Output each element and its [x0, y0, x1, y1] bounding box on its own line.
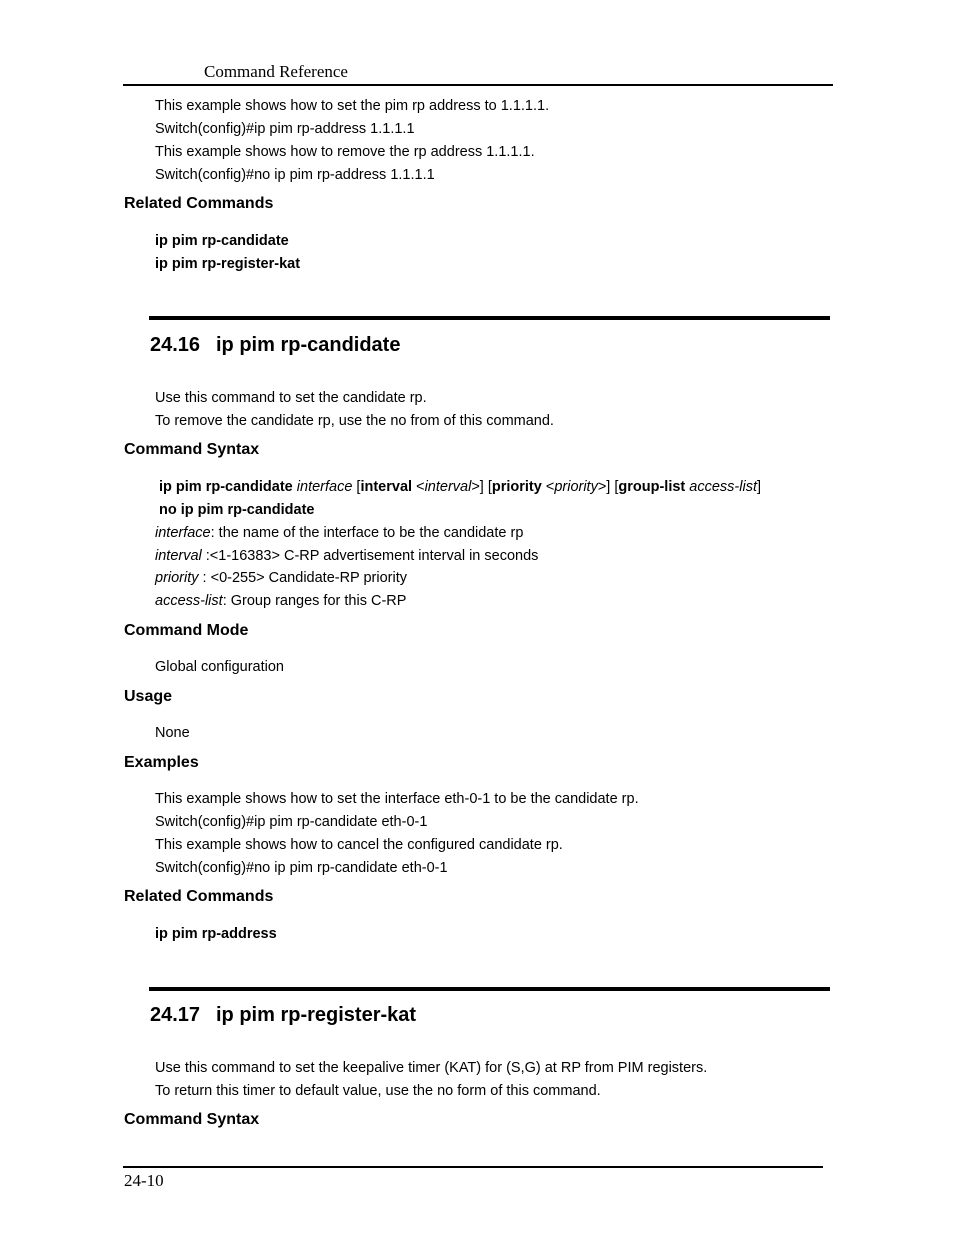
example-command: Switch(config)#no ip pim rp-address 1.1.1.1	[155, 167, 435, 183]
param-name: priority	[155, 570, 199, 586]
example-text: This example shows how to remove the rp address 1.1.1.1.	[155, 144, 535, 160]
param-desc: :<1-16383> C-RP advertisement interval in seconds	[201, 548, 539, 564]
section-number: 24.16	[150, 334, 201, 356]
related-commands-heading: Related Commands	[124, 888, 274, 905]
example-command: Switch(config)#no ip pim rp-candidate eth-0-1	[155, 860, 448, 876]
related-command: ip pim rp-address	[155, 926, 277, 942]
footer-rule	[123, 1166, 823, 1168]
section-rule	[149, 987, 830, 991]
header-rule	[123, 84, 833, 86]
example-text: This example shows how to set the pim rp address to 1.1.1.1.	[155, 98, 550, 114]
running-header: Command Reference	[204, 62, 348, 81]
section-rule	[149, 316, 830, 320]
param-desc: : <0-255> Candidate-RP priority	[198, 570, 408, 586]
example-command: Switch(config)#ip pim rp-address 1.1.1.1	[155, 121, 415, 137]
param-desc: : Group ranges for this C-RP	[222, 593, 407, 609]
syntax-command: ip pim rp-candidate	[159, 479, 293, 495]
command-mode-text: Global configuration	[155, 659, 284, 675]
command-syntax-heading: Command Syntax	[124, 441, 260, 458]
syntax-punct: <	[412, 479, 425, 495]
page-number: 24-10	[124, 1171, 164, 1190]
section-title: ip pim rp-register-kat	[216, 1004, 417, 1026]
intro-text: Use this command to set the candidate rp.	[155, 390, 427, 406]
intro-text: To remove the candidate rp, use the no from of this command.	[155, 413, 554, 429]
usage-text: None	[155, 725, 190, 741]
intro-text: Use this command to set the keepalive timer (KAT) for (S,G) at RP from PIM registers.	[155, 1060, 708, 1076]
param-name: interval	[155, 548, 202, 564]
syntax-punct: >] [	[597, 479, 619, 495]
param-line	[155, 569, 407, 587]
syntax-punct: >] [	[471, 479, 492, 495]
syntax-line	[159, 478, 761, 496]
syntax-keyword: group-list	[618, 479, 686, 495]
examples-heading: Examples	[124, 754, 199, 771]
section-title: ip pim rp-candidate	[216, 334, 401, 356]
param-line	[155, 524, 523, 542]
syntax-punct: ]	[756, 479, 762, 495]
param-name: access-list	[155, 593, 223, 609]
usage-heading: Usage	[124, 688, 173, 705]
param-line	[155, 547, 538, 565]
syntax-punct: <	[541, 479, 555, 495]
param-name: interface	[155, 525, 211, 541]
section-heading-24-17	[150, 1003, 416, 1027]
syntax-arg: priority	[554, 479, 598, 495]
syntax-punct: [	[352, 479, 361, 495]
section-number: 24.17	[150, 1004, 201, 1026]
command-syntax-heading: Command Syntax	[124, 1111, 260, 1128]
syntax-no-command: no ip pim rp-candidate	[159, 502, 315, 518]
syntax-arg: interval	[424, 479, 472, 495]
syntax-keyword: priority	[491, 479, 542, 495]
related-commands-heading: Related Commands	[124, 195, 274, 212]
param-desc: : the name of the interface to be the candidate rp	[210, 525, 524, 541]
related-command: ip pim rp-candidate	[155, 233, 289, 249]
example-command: Switch(config)#ip pim rp-candidate eth-0-1	[155, 814, 428, 830]
syntax-arg: access-list	[689, 479, 757, 495]
intro-text: To return this timer to default value, use the no form of this command.	[155, 1083, 601, 1099]
example-text: This example shows how to cancel the configured candidate rp.	[155, 837, 563, 853]
related-command: ip pim rp-register-kat	[155, 256, 301, 272]
example-text: This example shows how to set the interface eth-0-1 to be the candidate rp.	[155, 791, 639, 807]
syntax-keyword: interval	[360, 479, 413, 495]
param-line	[155, 592, 406, 610]
section-heading-24-16	[150, 333, 400, 357]
syntax-arg: interface	[296, 479, 353, 495]
command-mode-heading: Command Mode	[124, 622, 249, 639]
